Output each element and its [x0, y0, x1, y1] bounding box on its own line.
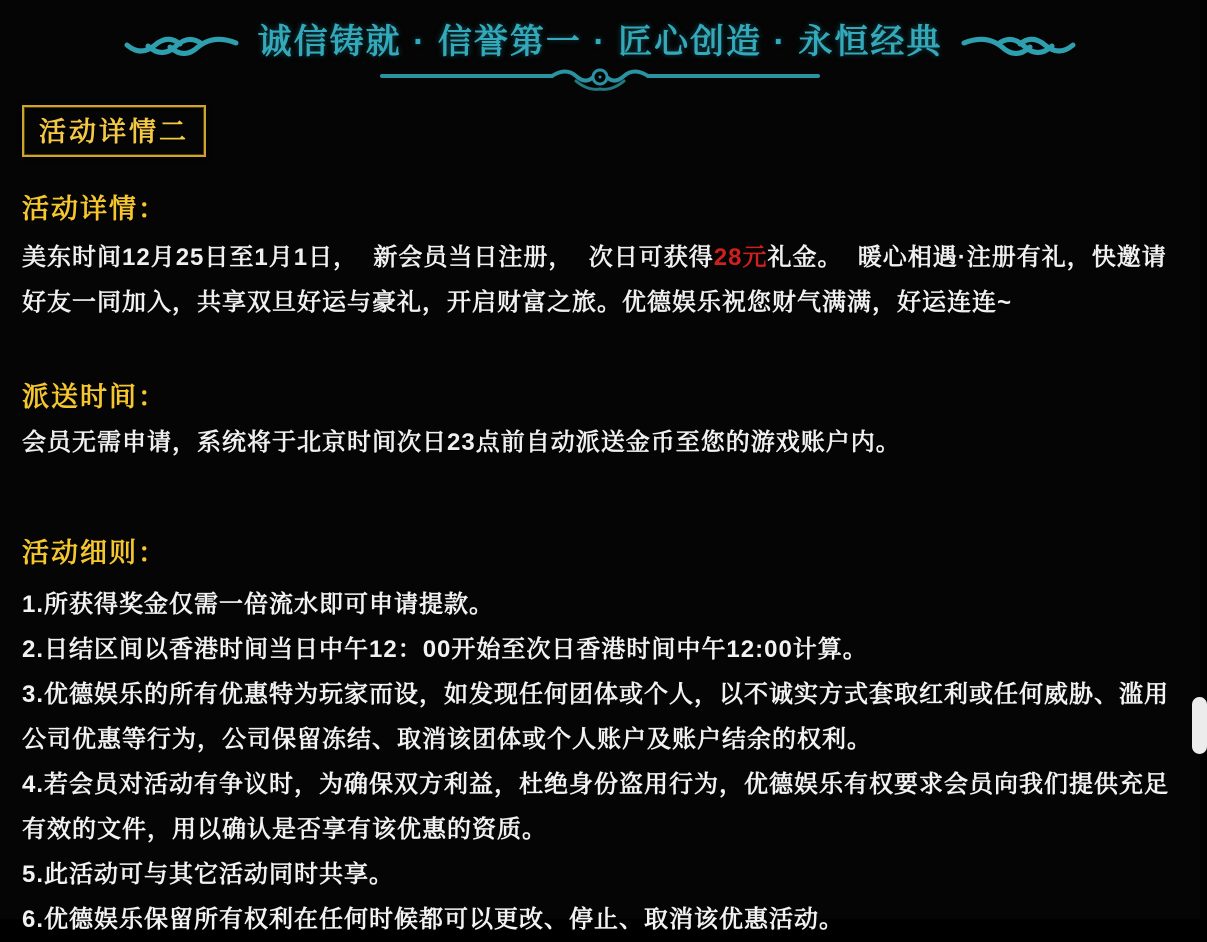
- rules-heading: 活动细则：: [22, 538, 167, 568]
- delivery-heading: 派送时间：: [22, 382, 167, 412]
- header-slogan: 诚信铸就 · 信誉第一 · 匠心创造 · 永恒经典: [257, 23, 943, 61]
- page-edge-artifact: [1192, 697, 1207, 754]
- rule-item: 4.若会员对活动有争议时，为确保双方利益，杜绝身份盗用行为，优德娱乐有权要求会员向我们提供充足有效的文件，用以确认是否享有该优惠的资质。: [22, 771, 1170, 843]
- rule-item: 1.所获得奖金仅需一倍流水即可申请提款。: [22, 591, 495, 618]
- section-badge: 活动详情二: [22, 105, 206, 157]
- rule-item: 5.此活动可与其它活动同时共享。: [22, 861, 395, 888]
- right-flourish-icon: [958, 18, 1076, 60]
- left-flourish-icon: [124, 18, 242, 60]
- rule-item: 3.优德娱乐的所有优惠特为玩家而设，如发现任何团体或个人，以不诚实方式套取红利或任何威胁、滥用公司优惠等行为，公司保留冻结、取消该团体或个人账户及账户结余的权利。: [22, 681, 1170, 753]
- rules-list: [22, 582, 1180, 942]
- promo-content: [0, 93, 1200, 942]
- details-text-after: 礼金。 暖心相遇·注册有礼，快邀请好友一同加入，共享双旦好运与豪礼，开启财富之旅。优德娱乐祝您财气满满，好运连连~: [22, 244, 1167, 316]
- rule-item: 6.优德娱乐保留所有权利在任何时候都可以更改、停止、取消该优惠活动。: [22, 906, 845, 933]
- details-text-before: 美东时间12月25日至1月1日， 新会员当日注册， 次日可获得: [22, 244, 714, 271]
- details-paragraph: [22, 235, 1180, 325]
- details-heading: 活动详情：: [22, 194, 167, 224]
- header: [0, 0, 1200, 93]
- rule-item: 2.日结区间以香港时间当日中午12：00开始至次日香港时间中午12:00计算。: [22, 636, 868, 663]
- divider-ornament-icon: [380, 63, 820, 93]
- bonus-amount: 28元: [713, 244, 768, 271]
- delivery-paragraph: 会员无需申请，系统将于北京时间次日23点前自动派送金币至您的游戏账户内。: [22, 429, 901, 456]
